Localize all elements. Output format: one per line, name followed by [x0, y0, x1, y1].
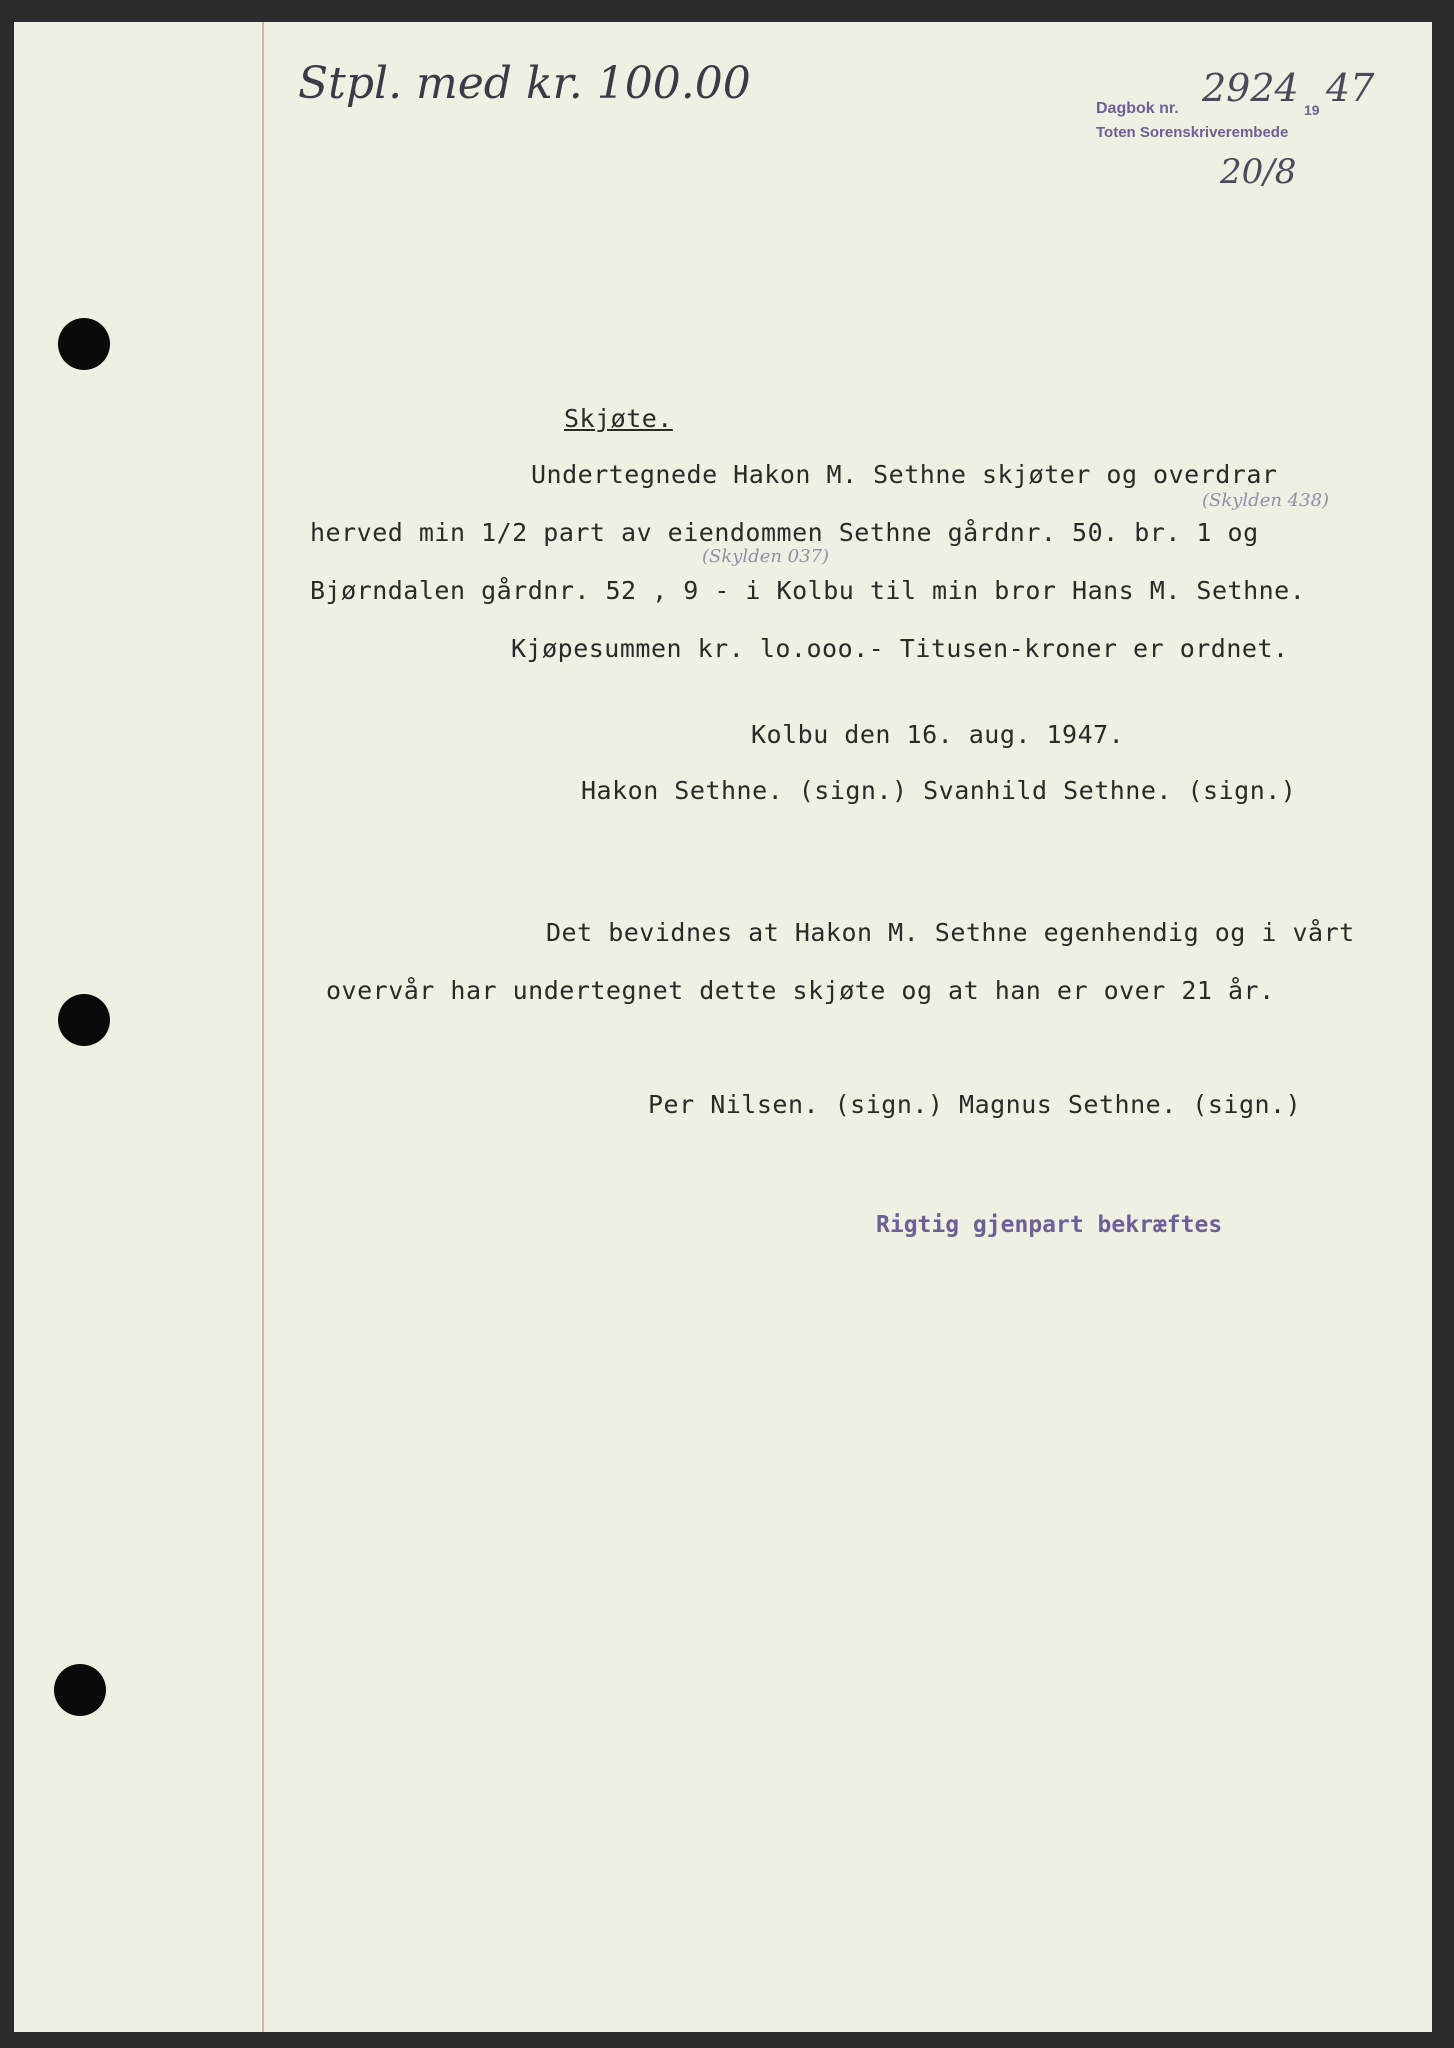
- pencil-note-1: (Skylden 438): [1202, 490, 1330, 511]
- dagbok-number: 2924: [1202, 66, 1299, 110]
- witness-line-1: Det bevidnes at Hakon M. Sethne egenhendig og i vårt: [546, 918, 1355, 947]
- place-date-line: Kolbu den 16. aug. 1947.: [751, 720, 1125, 749]
- body-line-1: Undertegnede Hakon M. Sethne skjøter og overdrar: [531, 460, 1278, 489]
- punch-hole-bottom: [54, 1664, 106, 1716]
- document-title: Skjøte.: [564, 404, 673, 433]
- punch-hole-top: [58, 318, 110, 370]
- stamp-date: 20/8: [1220, 152, 1297, 192]
- punch-hole-middle: [58, 994, 110, 1046]
- stamp-duty-note: Stpl. med kr. 100.00: [298, 58, 751, 109]
- margin-line: [262, 22, 264, 2032]
- year-prefix: 19: [1304, 102, 1320, 118]
- dagbok-year: 47: [1326, 66, 1375, 110]
- signatures-line: Hakon Sethne. (sign.) Svanhild Sethne. (sign.): [581, 776, 1297, 805]
- document-page: [14, 22, 1432, 2032]
- body-line-2: herved min 1/2 part av eiendommen Sethne gårdnr. 50. br. 1 og: [310, 518, 1259, 547]
- certification-stamp: Rigtig gjenpart bekræftes: [876, 1212, 1223, 1238]
- witness-signatures: Per Nilsen. (sign.) Magnus Sethne. (sign.): [648, 1090, 1302, 1119]
- dagbok-label: Dagbok nr.: [1096, 100, 1179, 117]
- body-line-3: Bjørndalen gårdnr. 52 , 9 - i Kolbu til min bror Hans M. Sethne.: [310, 576, 1306, 605]
- pencil-note-2: (Skylden 037): [702, 546, 830, 567]
- office-stamp: Toten Sorenskriverembede: [1096, 124, 1289, 141]
- witness-line-2: overvår har undertegnet dette skjøte og at han er over 21 år.: [326, 976, 1275, 1005]
- body-line-4: Kjøpesummen kr. lo.ooo.- Titusen-kroner er ordnet.: [511, 634, 1289, 663]
